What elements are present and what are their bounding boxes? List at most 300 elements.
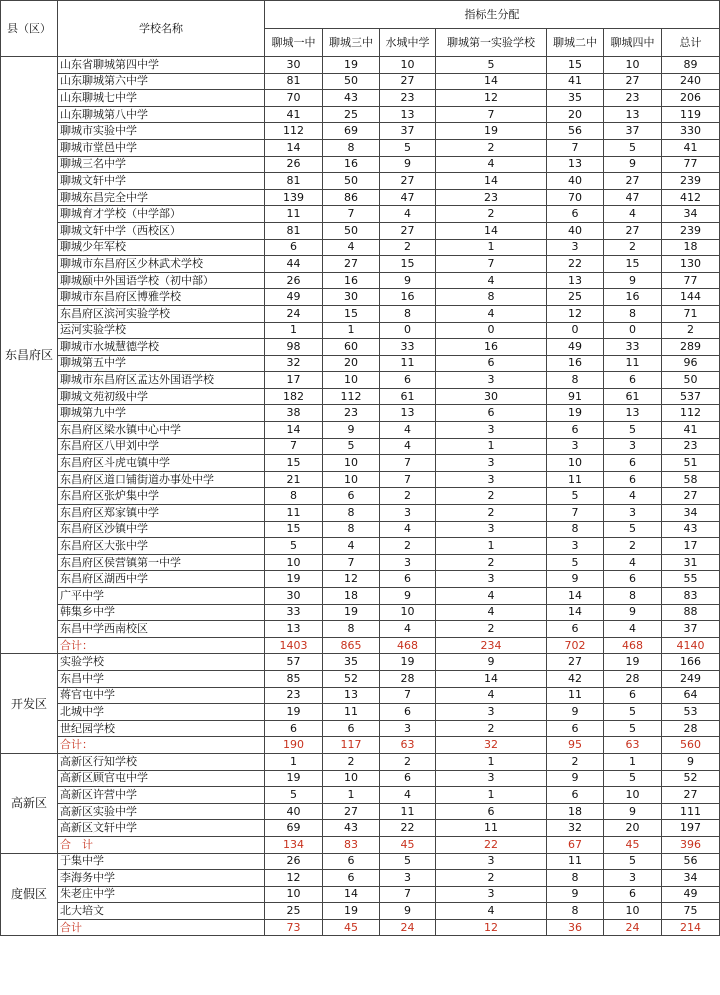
table-row [1,305,720,322]
quota-cell: 7 [380,687,436,704]
quota-cell: 4 [604,554,662,571]
quota-cell: 22 [380,820,436,837]
quota-cell: 8 [604,305,662,322]
quota-cell: 60 [323,339,380,356]
subtotal-row [1,919,720,936]
quota-cell: 11 [547,471,604,488]
school-name-cell: 高新区顾官屯中学 [58,770,265,787]
quota-cell: 8 [323,621,380,638]
quota-cell: 8 [323,139,380,156]
quota-cell: 7 [323,554,380,571]
quota-cell: 6 [323,853,380,870]
table-body [1,1,720,936]
quota-cell: 3 [547,438,604,455]
quota-cell: 27 [547,654,604,671]
quota-cell: 70 [547,189,604,206]
school-name-cell: 北大培文 [58,903,265,920]
quota-cell: 14 [436,670,547,687]
quota-cell: 35 [547,90,604,107]
quota-cell: 14 [547,588,604,605]
table-row [1,422,720,439]
quota-cell: 42 [547,670,604,687]
quota-cell: 69 [323,123,380,140]
quota-cell: 2 [380,239,436,256]
school-name-cell: 东昌府区沙镇中学 [58,521,265,538]
quota-cell: 23 [436,189,547,206]
quota-cell: 0 [604,322,662,339]
quota-cell: 75 [662,903,720,920]
quota-cell: 4 [380,621,436,638]
quota-cell: 34 [662,505,720,522]
quota-cell: 7 [323,206,380,223]
column-header: 聊城二中 [547,29,604,57]
quota-cell: 11 [547,853,604,870]
quota-cell: 32 [265,355,323,372]
quota-cell: 4 [380,422,436,439]
quota-cell: 71 [662,305,720,322]
school-name-header: 学校名称 [58,1,265,57]
quota-cell: 13 [380,106,436,123]
quota-cell: 18 [323,588,380,605]
subtotal-cell: 396 [662,836,720,853]
quota-cell: 3 [380,505,436,522]
subtotal-cell: 63 [380,737,436,754]
quota-cell: 9 [547,571,604,588]
subtotal-label: 合 计 [58,836,265,853]
quota-cell: 43 [323,820,380,837]
quota-cell: 40 [265,803,323,820]
school-name-cell: 实验学校 [58,654,265,671]
quota-cell: 5 [604,704,662,721]
table-row [1,654,720,671]
quota-cell: 11 [265,206,323,223]
subtotal-label: 合计 [58,919,265,936]
quota-cell: 9 [547,704,604,721]
quota-cell: 144 [662,289,720,306]
table-row [1,853,720,870]
quota-cell: 10 [323,455,380,472]
school-name-cell: 聊城文苑初级中学 [58,388,265,405]
quota-cell: 4 [380,787,436,804]
subtotal-cell: 83 [323,836,380,853]
quota-cell: 43 [323,90,380,107]
quota-cell: 41 [547,73,604,90]
quota-cell: 49 [265,289,323,306]
quota-cell: 19 [380,654,436,671]
quota-cell: 8 [323,521,380,538]
subtotal-cell: 468 [604,637,662,654]
quota-cell: 10 [265,886,323,903]
table-row [1,339,720,356]
table-row [1,57,720,74]
quota-cell: 11 [380,803,436,820]
quota-cell: 37 [604,123,662,140]
subtotal-cell: 32 [436,737,547,754]
quota-group-header: 指标生分配 [265,1,720,29]
table-row [1,123,720,140]
quota-cell: 28 [662,720,720,737]
table-row [1,753,720,770]
subtotal-cell: 95 [547,737,604,754]
quota-cell: 70 [265,90,323,107]
quota-cell: 19 [323,57,380,74]
table-row [1,156,720,173]
quota-cell: 10 [604,787,662,804]
quota-cell: 7 [265,438,323,455]
quota-cell: 14 [323,886,380,903]
quota-cell: 240 [662,73,720,90]
quota-cell: 4 [436,903,547,920]
quota-cell: 4 [436,156,547,173]
quota-cell: 16 [323,156,380,173]
quota-cell: 15 [323,305,380,322]
table-row [1,554,720,571]
district-cell: 东昌府区 [1,57,58,654]
table-row [1,621,720,638]
quota-cell: 2 [436,720,547,737]
table-row [1,256,720,273]
school-name-cell: 高新区许营中学 [58,787,265,804]
school-name-cell: 聊城少年军校 [58,239,265,256]
school-name-cell: 东昌府区郑家镇中学 [58,505,265,522]
quota-cell: 2 [547,753,604,770]
quota-cell: 27 [323,803,380,820]
quota-cell: 9 [380,156,436,173]
quota-cell: 289 [662,339,720,356]
quota-cell: 10 [323,770,380,787]
quota-cell: 10 [604,903,662,920]
quota-cell: 4 [436,687,547,704]
quota-cell: 23 [265,687,323,704]
school-name-cell: 聊城文轩中学（西校区） [58,222,265,239]
quota-cell: 206 [662,90,720,107]
quota-cell: 3 [380,554,436,571]
quota-cell: 49 [662,886,720,903]
quota-cell: 38 [265,405,323,422]
quota-cell: 55 [662,571,720,588]
quota-cell: 12 [547,305,604,322]
school-name-cell: 东昌府区道口铺街道办事处中学 [58,471,265,488]
quota-cell: 10 [547,455,604,472]
quota-cell: 9 [380,588,436,605]
quota-cell: 8 [265,488,323,505]
quota-cell: 15 [604,256,662,273]
quota-cell: 34 [662,870,720,887]
quota-cell: 1 [323,322,380,339]
quota-cell: 3 [547,538,604,555]
quota-cell: 8 [604,588,662,605]
school-name-cell: 高新区行知学校 [58,753,265,770]
quota-cell: 57 [265,654,323,671]
quota-cell: 166 [662,654,720,671]
column-header: 聊城三中 [323,29,380,57]
quota-cell: 5 [380,853,436,870]
quota-cell: 112 [662,405,720,422]
quota-cell: 3 [436,455,547,472]
quota-cell: 1 [436,538,547,555]
table-row [1,687,720,704]
school-name-cell: 聊城市堂邑中学 [58,139,265,156]
school-name-cell: 聊城文轩中学 [58,173,265,190]
column-header: 聊城第一实验学校 [436,29,547,57]
quota-cell: 50 [662,372,720,389]
subtotal-cell: 234 [436,637,547,654]
quota-cell: 9 [380,272,436,289]
quota-cell: 19 [323,903,380,920]
quota-cell: 14 [265,139,323,156]
quota-cell: 23 [323,405,380,422]
quota-cell: 77 [662,156,720,173]
quota-cell: 3 [436,704,547,721]
subtotal-row [1,737,720,754]
quota-cell: 1 [604,753,662,770]
quota-cell: 7 [436,106,547,123]
table-row [1,471,720,488]
quota-cell: 11 [604,355,662,372]
quota-cell: 20 [604,820,662,837]
quota-cell: 81 [265,173,323,190]
quota-cell: 56 [662,853,720,870]
quota-cell: 3 [436,770,547,787]
school-name-cell: 东昌府区梁水镇中心中学 [58,422,265,439]
quota-cell: 52 [662,770,720,787]
quota-cell: 3 [380,720,436,737]
quota-cell: 3 [436,853,547,870]
quota-cell: 6 [323,870,380,887]
subtotal-label: 合计： [58,637,265,654]
quota-cell: 23 [380,90,436,107]
quota-cell: 130 [662,256,720,273]
school-name-cell: 山东聊城第六中学 [58,73,265,90]
school-name-cell: 聊城三名中学 [58,156,265,173]
quota-cell: 6 [604,471,662,488]
quota-cell: 13 [380,405,436,422]
school-name-cell: 聊城第九中学 [58,405,265,422]
quota-cell: 15 [265,521,323,538]
quota-cell: 51 [662,455,720,472]
quota-cell: 14 [265,422,323,439]
quota-cell: 15 [547,57,604,74]
quota-cell: 18 [662,239,720,256]
quota-cell: 8 [547,870,604,887]
table-row [1,206,720,223]
subtotal-row [1,637,720,654]
quota-cell: 19 [265,571,323,588]
quota-cell: 20 [547,106,604,123]
table-row [1,903,720,920]
quota-cell: 7 [547,505,604,522]
subtotal-cell: 702 [547,637,604,654]
quota-cell: 6 [380,770,436,787]
quota-cell: 2 [436,139,547,156]
school-name-cell: 东昌中学西南校区 [58,621,265,638]
quota-cell: 5 [604,139,662,156]
quota-cell: 5 [604,853,662,870]
quota-cell: 41 [662,422,720,439]
quota-cell: 56 [547,123,604,140]
district-header: 县（区） [1,1,58,57]
quota-cell: 6 [265,720,323,737]
quota-cell: 5 [380,139,436,156]
quota-cell: 412 [662,189,720,206]
school-name-cell: 东昌府区湖西中学 [58,571,265,588]
table-row [1,704,720,721]
column-header: 总计 [662,29,720,57]
quota-cell: 2 [436,505,547,522]
table-row [1,272,720,289]
table-row [1,173,720,190]
quota-cell: 24 [265,305,323,322]
quota-cell: 7 [380,886,436,903]
quota-cell: 25 [547,289,604,306]
quota-cell: 3 [436,521,547,538]
table-row [1,488,720,505]
quota-cell: 12 [265,870,323,887]
quota-cell: 11 [265,505,323,522]
table-row [1,820,720,837]
quota-cell: 11 [380,355,436,372]
quota-cell: 19 [265,770,323,787]
quota-cell: 27 [604,73,662,90]
quota-cell: 112 [265,123,323,140]
quota-cell: 8 [547,372,604,389]
quota-cell: 2 [436,870,547,887]
quota-cell: 69 [265,820,323,837]
quota-cell: 6 [436,405,547,422]
quota-cell: 86 [323,189,380,206]
table-row [1,521,720,538]
quota-cell: 10 [323,471,380,488]
quota-cell: 5 [604,422,662,439]
quota-cell: 11 [436,820,547,837]
table-row [1,355,720,372]
quota-cell: 77 [662,272,720,289]
quota-cell: 61 [380,388,436,405]
district-cell: 高新区 [1,753,58,853]
school-name-cell: 聊城市东昌府区孟达外国语学校 [58,372,265,389]
quota-cell: 4 [380,521,436,538]
table-row [1,322,720,339]
quota-cell: 5 [604,521,662,538]
quota-cell: 5 [604,720,662,737]
quota-cell: 5 [547,488,604,505]
subtotal-cell: 117 [323,737,380,754]
quota-cell: 10 [265,554,323,571]
school-name-cell: 世纪园学校 [58,720,265,737]
quota-cell: 4 [323,538,380,555]
school-name-cell: 于集中学 [58,853,265,870]
quota-cell: 28 [380,670,436,687]
quota-cell: 10 [323,372,380,389]
quota-cell: 30 [265,57,323,74]
quota-cell: 537 [662,388,720,405]
subtotal-cell: 36 [547,919,604,936]
quota-cell: 16 [604,289,662,306]
quota-cell: 26 [265,272,323,289]
quota-cell: 119 [662,106,720,123]
quota-cell: 4 [380,206,436,223]
quota-cell: 43 [662,521,720,538]
subtotal-cell: 468 [380,637,436,654]
quota-cell: 6 [604,687,662,704]
subtotal-label: 合计： [58,737,265,754]
quota-cell: 22 [547,256,604,273]
school-name-cell: 聊城市东昌府区博雅学校 [58,289,265,306]
quota-cell: 21 [265,471,323,488]
quota-cell: 13 [604,106,662,123]
school-name-cell: 高新区文轩中学 [58,820,265,837]
table-row [1,787,720,804]
subtotal-cell: 45 [380,836,436,853]
quota-cell: 14 [436,222,547,239]
quota-cell: 31 [662,554,720,571]
quota-cell: 50 [323,73,380,90]
quota-cell: 1 [436,787,547,804]
quota-cell: 4 [436,272,547,289]
quota-cell: 5 [604,770,662,787]
quota-cell: 139 [265,189,323,206]
quota-cell: 30 [323,289,380,306]
quota-cell: 85 [265,670,323,687]
quota-cell: 15 [265,455,323,472]
quota-cell: 5 [323,438,380,455]
quota-cell: 19 [265,704,323,721]
quota-cell: 16 [380,289,436,306]
quota-cell: 18 [547,803,604,820]
table-row [1,604,720,621]
quota-cell: 27 [662,787,720,804]
quota-cell: 9 [604,272,662,289]
quota-cell: 4 [323,239,380,256]
table-row [1,803,720,820]
quota-cell: 4 [436,305,547,322]
school-name-cell: 东昌府区张炉集中学 [58,488,265,505]
quota-cell: 27 [380,73,436,90]
table-row [1,222,720,239]
quota-cell: 19 [436,123,547,140]
quota-cell: 3 [604,870,662,887]
subtotal-row [1,836,720,853]
column-header: 聊城四中 [604,29,662,57]
quota-cell: 52 [323,670,380,687]
quota-cell: 6 [547,787,604,804]
school-name-cell: 山东省聊城第四中学 [58,57,265,74]
table-row [1,372,720,389]
quota-cell: 10 [604,57,662,74]
quota-cell: 15 [380,256,436,273]
quota-cell: 6 [547,621,604,638]
quota-cell: 0 [436,322,547,339]
school-name-cell: 李海务中学 [58,870,265,887]
quota-cell: 40 [547,173,604,190]
table-row [1,770,720,787]
school-name-cell: 东昌府区大张中学 [58,538,265,555]
school-name-cell: 聊城市东昌府区少林武术学校 [58,256,265,273]
quota-cell: 6 [436,803,547,820]
quota-cell: 27 [323,256,380,273]
quota-cell: 9 [323,422,380,439]
table-row [1,239,720,256]
quota-cell: 81 [265,222,323,239]
quota-cell: 112 [323,388,380,405]
quota-cell: 9 [604,604,662,621]
quota-cell: 3 [547,239,604,256]
table-row [1,106,720,123]
quota-cell: 1 [436,239,547,256]
table-row [1,886,720,903]
quota-cell: 8 [547,521,604,538]
quota-cell: 6 [265,239,323,256]
